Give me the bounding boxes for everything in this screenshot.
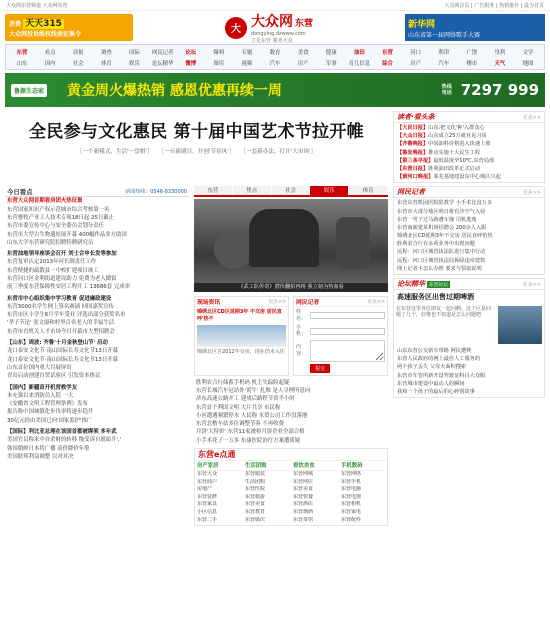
- domestic-news-list: [5, 384, 189, 425]
- news-item[interactable]: 【国际】利比亚总理在该国首都被绑架 多年武: [7, 429, 117, 436]
- nav-item[interactable]: 国内: [44, 60, 56, 67]
- nav-item[interactable]: 爆料: [213, 49, 225, 56]
- header: [0, 11, 550, 44]
- nav-item[interactable]: 网民记者: [151, 49, 174, 56]
- e-service-link[interactable]: 东营烟酒: [293, 509, 314, 516]
- today-hotline[interactable]: 新闻热线：0546-8330000: [125, 188, 187, 195]
- report-headline[interactable]: 锦绣北区CD区延期3年 不交房 居民直呼'热不: [197, 309, 282, 322]
- reporter-list: [394, 198, 544, 274]
- right-column: [393, 183, 545, 526]
- e-service-link[interactable]: 东营电脑: [341, 486, 362, 493]
- logo-slogan: 立足东营 服务大众: [251, 38, 293, 44]
- e-service-link[interactable]: 东营茶馆: [293, 516, 314, 523]
- e-service-link[interactable]: 东营婚庆: [245, 516, 266, 523]
- e-service-link[interactable]: 生活团购: [245, 478, 266, 485]
- headline-sub-link[interactable]: ［一套新办法，打开'大市场'］: [240, 149, 317, 155]
- news-item[interactable]: 韩国朝鲜日本将广播 高价降价年鉴: [7, 445, 90, 452]
- news-item[interactable]: 美国官员称米中自余财的转移 级受诉自愿暗升',': [7, 437, 122, 444]
- e-service-link[interactable]: 东营酒店: [293, 501, 314, 508]
- e-service-link[interactable]: 东营手机: [341, 478, 362, 485]
- side-news-item[interactable]: [397, 157, 541, 165]
- e-service-link[interactable]: 小区信息: [197, 509, 218, 516]
- reporter-form-more-link[interactable]: 更多>>: [367, 300, 385, 306]
- forum-feature: [394, 304, 544, 346]
- e-service-link[interactable]: 东营快餐: [293, 493, 314, 500]
- main-body: [0, 183, 550, 526]
- news-item[interactable]: 青岛启动创建自贸试验区 引发资本热议: [7, 373, 101, 380]
- side-news-text: 山东成立25万就业见习岗: [428, 133, 487, 140]
- e-service-col: [195, 461, 243, 525]
- e-service-col-title[interactable]: 生活团购: [245, 462, 289, 471]
- news-item[interactable]: 东营畜牧产业工人技术专项18日起 25日截止: [7, 214, 115, 221]
- reporter-form-box: [293, 296, 388, 375]
- e-service-link[interactable]: 东营家具: [197, 501, 218, 508]
- today-header: [5, 186, 189, 197]
- side-news-tag: 【大民日报】: [397, 125, 429, 131]
- right-ad-banner[interactable]: [405, 14, 545, 41]
- side-news-text: 最低温度至10℃,东营局部: [433, 157, 495, 164]
- e-service-link[interactable]: 东营美食: [245, 501, 266, 508]
- name-label: 姓名：: [296, 309, 307, 322]
- side-news-item[interactable]: [397, 132, 541, 140]
- nav-item[interactable]: 美食: [297, 49, 309, 56]
- news-item[interactable]: 东营市直机关人才市场今日开幕市大型招聘会: [7, 328, 115, 335]
- news-item[interactable]: 【国内】新疆首开机营救学友: [7, 384, 78, 391]
- news-item[interactable]: 东营3000名学生网上签名赛诵 回国嘉奖宣传: [7, 303, 115, 310]
- nav-item[interactable]: 河口: [410, 49, 421, 56]
- mid-boxes: [194, 296, 388, 375]
- local-news-list: [5, 250, 189, 291]
- report-box-header: [195, 297, 288, 307]
- nav-row-1: [8, 46, 542, 57]
- tab-体育[interactable]: 体育: [349, 186, 388, 195]
- top-bar: [0, 0, 550, 11]
- reporter-item[interactable]: 网上记者卡怎么办理 要求与领取说明: [397, 265, 482, 272]
- nav-item[interactable]: 论坛: [185, 49, 197, 56]
- e-service-title: 东营e点通: [195, 449, 387, 461]
- news-item[interactable]: 龙口泰安文化节·南山国际长寿文化节13日开幕: [7, 356, 118, 363]
- nav-item[interactable]: 汽车: [438, 60, 450, 67]
- news-item[interactable]: 胜利农合行储蓄手机码 机主失踪险起疑: [196, 379, 290, 386]
- nav-item[interactable]: 垦利: [494, 49, 506, 56]
- e-service-col: [291, 461, 339, 525]
- nav-item[interactable]: 视频: [241, 60, 253, 67]
- nav-item[interactable]: 娱乐: [129, 60, 140, 67]
- name-input[interactable]: [310, 312, 385, 319]
- left-ad-small: 大众网投诉维权线索征集令: [9, 31, 82, 38]
- photo-caption: 《武工队传奇》潜伏翻拍再现 我立刻为热血看: [194, 283, 388, 292]
- reporter-item[interactable]: 东营南新建某机场招聘会 200余人入职: [397, 224, 487, 231]
- nav-item[interactable]: 体育: [100, 60, 112, 67]
- reporter-form-title: 网民记者: [296, 300, 320, 307]
- phone-input[interactable]: [310, 328, 385, 335]
- report-box: [194, 296, 289, 375]
- reporter-box: [393, 186, 545, 275]
- forum-item[interactable]: 山东东营公交新车带路 网民遭殃: [397, 348, 472, 354]
- nav-item[interactable]: 东营: [382, 49, 393, 56]
- e-service-link[interactable]: 东营装修: [197, 493, 218, 500]
- news-item[interactable]: 东营便捷的疏散县一中校扩建项目竣工: [7, 267, 99, 274]
- e-service-cols: [195, 461, 387, 525]
- site-logo[interactable]: [141, 11, 397, 44]
- phone-label: 手机：: [296, 324, 307, 338]
- banner-brand: 鲁源生态家: [11, 84, 47, 97]
- e-service-link[interactable]: 东营网店: [293, 478, 314, 485]
- news-item[interactable]: 小手术花了一万多 东康医院治疗方案遭质疑: [196, 437, 301, 444]
- reporter-item[interactable]: 胜利农合行在多项业务中出现问题: [397, 241, 475, 248]
- e-service-link[interactable]: 房地产: [197, 486, 213, 493]
- side-news-header: [394, 112, 544, 123]
- banner-phone: 7297 999: [460, 81, 539, 99]
- e-service-link[interactable]: 东营二手: [197, 516, 218, 523]
- e-service-link[interactable]: 东营配件: [341, 516, 362, 523]
- forum-feature-title[interactable]: 高速服务区出售过期啤酒: [397, 293, 474, 301]
- news-item[interactable]: 东营市区小学生6月学车受业 评选出部分获奖名单: [7, 312, 126, 319]
- forum-item[interactable]: 东营人民政府的网上最佳人工服务的: [397, 356, 481, 363]
- nav-item[interactable]: 汽车: [269, 60, 281, 67]
- side-news-text: 莱芜基地建设东中心城区兴起: [433, 174, 501, 181]
- side-news-text: 推动实施十大民生工程: [428, 149, 481, 156]
- forum-feature-text: 在东营这里各位朋友一起问啊，这个区是问题了几个，好像也不知道是怎么问题吧: [396, 306, 492, 319]
- photo-figure: [336, 217, 370, 269]
- side-news-item[interactable]: [397, 173, 541, 181]
- nav-item[interactable]: 社会: [72, 60, 84, 67]
- nav-item[interactable]: 楼市: [466, 60, 478, 67]
- e-service-link[interactable]: 东营相机: [341, 501, 362, 508]
- side-news-box: [393, 111, 545, 183]
- content-label: 内容：: [296, 344, 307, 357]
- nav-item[interactable]: 谈报: [72, 49, 84, 56]
- nav-item[interactable]: 看点: [44, 49, 56, 56]
- banner-phone-label: 热线 电话: [441, 84, 452, 96]
- news-item[interactable]: 济东高速公路开工 建成后路程节省半小时: [196, 396, 295, 403]
- tab-东营[interactable]: 东营: [194, 186, 233, 195]
- news-item[interactable]: 东营大众网首期看房团火热征集: [7, 198, 83, 205]
- headline-subs: [5, 147, 388, 155]
- forum-feature-image[interactable]: [498, 306, 542, 344]
- middle-column: [194, 186, 388, 526]
- logo-text: 大众网: [251, 14, 294, 30]
- side-news-text: 中国油料价格进入快速上涨: [428, 141, 491, 148]
- nav-item[interactable]: 房产: [297, 60, 309, 67]
- side-news-tag: 【黄河口晚报】: [397, 174, 434, 181]
- nav-item[interactable]: 调查: [100, 49, 112, 56]
- headline-main: [5, 111, 388, 183]
- nav-item[interactable]: 健康: [325, 49, 337, 56]
- report-box-more-link[interactable]: 更多>>: [268, 300, 286, 306]
- forum-item[interactable]: 东营市车管所新开设驾驶证科目大众服: [397, 372, 486, 379]
- mid-tabs: [194, 186, 388, 197]
- forum-box: [393, 278, 545, 398]
- reporter-form-header: [294, 297, 387, 307]
- reporter-form: [294, 307, 387, 374]
- e-service-box: [194, 448, 388, 526]
- nav-item[interactable]: 数育: [269, 49, 281, 56]
- headline-sub-link[interactable]: ［一个新模式，生活'一盘棋'］: [76, 149, 153, 155]
- news-item[interactable]: 前三季度东营保障性安居工程开工 13686套 完成率: [7, 284, 130, 291]
- side-news-tag: 【东营日报】: [397, 165, 429, 172]
- reporter-item[interactable]: 远程：河口区城管执法局拆除违章建筑: [397, 257, 486, 264]
- e-service-link[interactable]: 东营大众: [197, 471, 218, 478]
- side-news-more-link[interactable]: 更多>>: [522, 114, 541, 121]
- news-item[interactable]: 《安徽省文明工程管理条例》发布: [7, 401, 88, 408]
- news-item[interactable]: 山东大学东营研究院招聘特聘研究员: [7, 239, 94, 246]
- e-service-link[interactable]: 东营教育: [245, 509, 266, 516]
- side-news-tag: 【鲁发晚报】: [397, 149, 429, 156]
- reporter-header: [394, 187, 544, 198]
- e-service-col-title[interactable]: 手机数码: [341, 462, 385, 471]
- nav-item[interactable]: 山东: [16, 60, 28, 67]
- e-service-col: [339, 461, 387, 525]
- nav-item[interactable]: 广饶: [466, 49, 478, 56]
- logo-city: 东营: [294, 19, 313, 29]
- promo-banner[interactable]: [5, 73, 545, 107]
- side-news-item[interactable]: [397, 165, 541, 173]
- left-column: [5, 186, 189, 526]
- reporter-title: 网民记者: [397, 188, 425, 197]
- report-summary: 锦绣北区自2012年交房，现在仍未入住: [197, 348, 285, 355]
- news-item[interactable]: '孝子节论' 张文康和村里百名老人的幸福生活: [7, 320, 115, 327]
- headline-sub-link[interactable]: ［一台新剧目，开创'节俭风'］: [158, 149, 235, 155]
- reporter-item[interactable]: 锦绣北区CD延期3年不交房 居民直呼怕热: [397, 233, 493, 240]
- nav-item[interactable]: 地图: [522, 60, 534, 67]
- left-ad-banner[interactable]: [5, 14, 133, 41]
- nav-item[interactable]: 微博: [185, 60, 197, 67]
- e-service-link[interactable]: 东营家电: [341, 509, 362, 516]
- logo-url: dongying.dzwww.com: [251, 31, 306, 37]
- e-service-link[interactable]: 东营商户: [197, 478, 218, 485]
- forum-more-link[interactable]: 更多>>: [522, 281, 541, 288]
- news-item[interactable]: 东营北楷车站多位调整节奏 不再收费: [196, 421, 284, 428]
- news-item[interactable]: 东营复审认定2013年河长制责任工作: [7, 259, 97, 266]
- banner-slogan: 黄金周火爆热销 感恩优惠再续一周: [67, 83, 282, 99]
- side-news-text: 胜利油田改革正式启动: [428, 165, 481, 172]
- city-news-list: [5, 295, 189, 336]
- news-item[interactable]: 东营市大型古生物遗址展开幕 400幅作品多方助国: [7, 231, 127, 238]
- e-service-link[interactable]: 东营电器: [341, 493, 362, 500]
- shandong-news-list: [5, 339, 189, 380]
- today-list: [5, 197, 189, 247]
- e-service-link[interactable]: 东营网络: [341, 471, 362, 478]
- nav-item[interactable]: 军事: [325, 60, 337, 67]
- nav-item[interactable]: 论坛精华: [151, 60, 174, 67]
- e-service-link[interactable]: 东营服装: [245, 471, 266, 478]
- mid-news-list: [194, 379, 388, 445]
- forum-tag[interactable]: 东营论坛: [429, 283, 449, 288]
- photo-figure: [214, 229, 254, 269]
- top-bar-right[interactable]: 大众网首页 | 广告服务 | 热销推荐 | 设为首页: [444, 3, 544, 9]
- nav-item[interactable]: 国际: [129, 49, 140, 56]
- reporter-item[interactable]: 远程：河口区城管执法队进行集中行动: [397, 249, 486, 256]
- side-news-text: 山东:把文化'种'入群众心: [428, 125, 485, 131]
- report-thumbnail[interactable]: [197, 325, 286, 347]
- side-news-tag: 【齐鲁晚报】: [397, 141, 429, 148]
- photo-figure: [249, 209, 319, 267]
- right-ad-title: 新华网: [408, 19, 436, 30]
- news-item[interactable]: 【山东】周波: 齐鲁'十月金秋登山节' 启动: [7, 340, 108, 347]
- nav-item[interactable]: 文学: [522, 49, 534, 56]
- e-service-link[interactable]: 东营旅游: [245, 493, 266, 500]
- tab-焦点[interactable]: 焦点: [233, 186, 272, 195]
- news-item[interactable]: 月饼'大特价' 东营11家被检月饼企业全部合格: [196, 429, 305, 436]
- forum-item[interactable]: 东营城市建设中最动人的瞬间: [397, 380, 465, 387]
- news-item[interactable]: 本充强以来消防员入院 一大: [7, 392, 74, 399]
- nav-item[interactable]: 利津: [438, 49, 450, 56]
- forum-item[interactable]: 两个孩子丢失 父母大面积搜索: [397, 364, 467, 371]
- logo-mark-icon: 大: [225, 17, 247, 39]
- tab-娱乐[interactable]: 娱乐: [310, 186, 349, 195]
- news-item[interactable]: 龙口泰安文化节·南山国际长寿文化节13日开幕: [7, 348, 118, 355]
- main-nav: [5, 44, 545, 70]
- forum-header: [394, 279, 544, 290]
- nav-item[interactable]: 育儿信息: [348, 60, 371, 67]
- side-news-title: 读者·看头条: [397, 113, 435, 121]
- side-news-list: [394, 123, 544, 182]
- side-news-item[interactable]: [397, 140, 541, 148]
- news-item[interactable]: 东营市中心组织集中学习教育 促进廉政建设: [7, 295, 112, 302]
- reporter-item[interactable]: 东营一男子过马路遭车撞 司机逃逸: [397, 216, 477, 223]
- reporter-item[interactable]: 东营市大部分地区明日将有冷空气入侵: [397, 208, 486, 215]
- side-news-tag: 【第三条早报】: [397, 157, 434, 164]
- top-bar-left[interactable]: 大众网东营频道 大众网东营: [6, 3, 68, 9]
- headline-title[interactable]: 全民参与文化惠民 第十届中国艺术节拉开帷: [29, 122, 364, 142]
- side-news-item[interactable]: [397, 149, 541, 157]
- e-service-link[interactable]: 东营医院: [245, 486, 266, 493]
- news-item[interactable]: 东营油地领导座谈会召开 刘士合申长发等参加: [7, 251, 117, 258]
- news-item[interactable]: 山东首位国内重大目展屏出: [7, 364, 72, 371]
- reporter-item[interactable]: 东营东营凯园医院影教学 小手术比没万多: [397, 200, 493, 207]
- featured-photo[interactable]: [194, 199, 388, 292]
- left-ad-tag: 消费: [9, 21, 22, 28]
- nav-row-2: [8, 57, 542, 68]
- headline-section: [0, 107, 550, 183]
- news-item[interactable]: 东营长城汽车冠站外'黄牛' 扎堆 是人寻理所意向: [196, 387, 311, 394]
- intl-news-list: [5, 428, 189, 461]
- forum-title: 论坛精华: [397, 280, 425, 288]
- news-item[interactable]: 30亿元经由美国已向'国家监护'推广: [7, 417, 93, 424]
- forum-list: [394, 346, 544, 397]
- nav-item[interactable]: 东营: [16, 49, 28, 56]
- today-title: 今日看点: [7, 187, 33, 196]
- report-box-body: [195, 307, 288, 357]
- news-item[interactable]: 东营市委宣传中心与安全委员会划分责任: [7, 223, 105, 230]
- nav-item[interactable]: 油田: [353, 49, 365, 56]
- content-input[interactable]: [310, 340, 385, 362]
- e-service-link[interactable]: 东营网城: [293, 471, 314, 478]
- side-news-tag: 【大众日报】: [397, 133, 429, 140]
- news-item[interactable]: 报告称中国城镇化步伐率将逐步趋升: [7, 409, 94, 416]
- tab-社会[interactable]: 社会: [272, 186, 311, 195]
- news-item[interactable]: 东营国家知识产权示范城市综合考核第一名: [7, 206, 110, 213]
- nav-item[interactable]: 图库: [213, 60, 225, 67]
- nav-item[interactable]: 天气: [494, 60, 506, 67]
- forum-item[interactable]: 我和一个孩子的最后的心碎别故事: [397, 388, 475, 395]
- left-ad-big: 天天315: [25, 19, 62, 29]
- news-item[interactable]: 东营首个利国文明 大片共享 市民称: [196, 404, 281, 411]
- report-box-title: 现场资讯: [197, 300, 221, 307]
- news-item[interactable]: 小区遭遇频繁停水 人民称 水资公司工作没落地: [196, 412, 308, 419]
- submit-button[interactable]: 提交: [310, 364, 330, 373]
- e-service-link[interactable]: 东营美食: [293, 486, 314, 493]
- e-service-col: [243, 461, 291, 525]
- e-service-col-title[interactable]: 看饮美食: [293, 462, 337, 471]
- e-service-col-title[interactable]: 房产家居: [197, 462, 241, 471]
- nav-item[interactable]: 房产: [410, 60, 421, 67]
- reporter-more-link[interactable]: 更多>>: [522, 189, 541, 196]
- news-item[interactable]: 东营河口区金利街道建设助力 免费为老人做饭: [7, 275, 117, 282]
- news-item[interactable]: 美国联邦利益调整 以对对决: [7, 453, 74, 460]
- nav-item[interactable]: 综合: [382, 60, 393, 67]
- right-ad-sub: 山东省第一届网络歌手大赛: [408, 31, 481, 39]
- nav-item[interactable]: 专题: [241, 49, 253, 56]
- side-news-item[interactable]: [397, 124, 541, 132]
